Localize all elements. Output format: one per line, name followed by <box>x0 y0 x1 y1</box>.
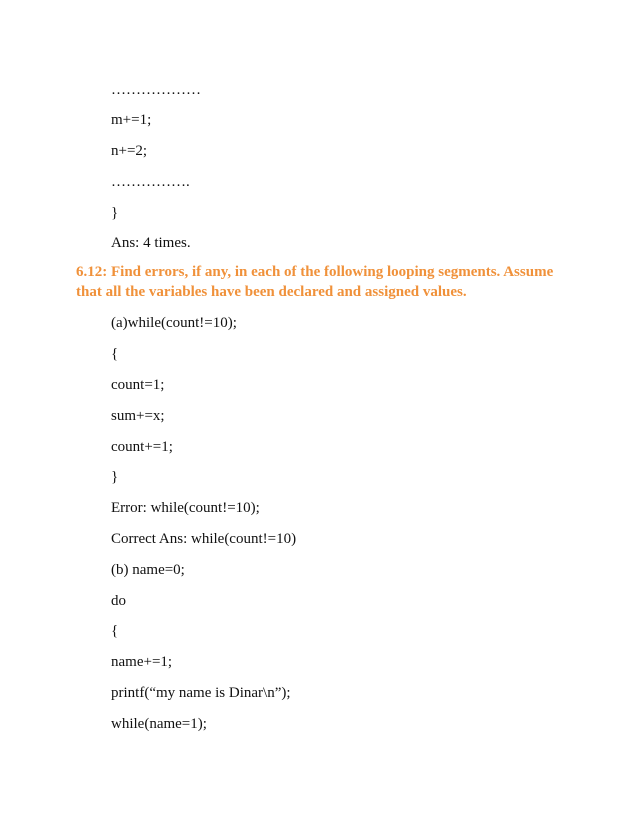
code-line: (b) name=0; <box>111 562 185 578</box>
error-line: Error: while(count!=10); <box>111 500 260 516</box>
code-line: { <box>111 623 119 639</box>
code-line: name+=1; <box>111 654 173 670</box>
answer-line: Correct Ans: while(count!=10) <box>111 531 297 547</box>
code-line: printf(“my name is Dinar\n”); <box>111 685 291 701</box>
question-heading <box>76 262 576 302</box>
code-line: count=1; <box>111 377 165 393</box>
answer-line: Ans: 4 times. <box>111 235 191 251</box>
code-line: while(name=1); <box>111 716 207 732</box>
code-line: sum+=x; <box>111 408 165 424</box>
code-line: count+=1; <box>111 439 173 455</box>
question-heading-line-2: that all the variables have been declared and assigned values. <box>76 284 467 300</box>
code-line: m+=1; <box>111 112 152 128</box>
ellipsis-line: ……………… <box>111 82 201 98</box>
code-line: (a)while(count!=10); <box>111 315 237 331</box>
code-line: { <box>111 346 119 362</box>
question-heading-line-1: 6.12: Find errors, if any, in each of the following looping segments. Assume <box>76 264 554 280</box>
code-line: do <box>111 593 126 609</box>
ellipsis-line: ……………. <box>111 174 190 190</box>
code-line: } <box>111 469 119 485</box>
code-line: } <box>111 205 119 221</box>
code-line: n+=2; <box>111 143 148 159</box>
